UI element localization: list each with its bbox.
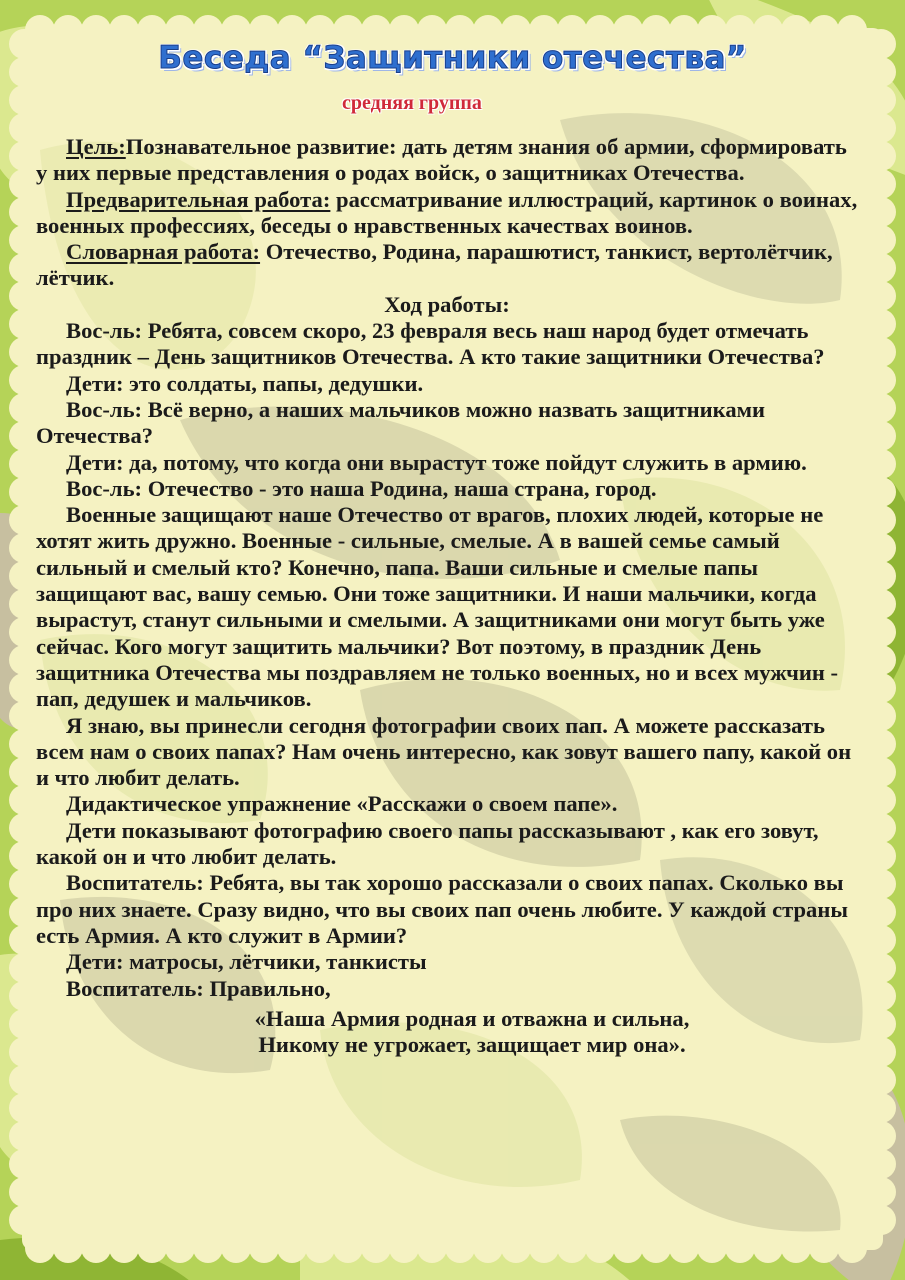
border-scallop: [837, 1233, 867, 1263]
border-scallop: [866, 981, 896, 1011]
border-scallop: [866, 421, 896, 451]
border-scallop: [9, 701, 39, 731]
prelim-text: рассматривание иллюстраций, картинок о воинах, военных профессиях, беседы о нравственных качествах воинов.: [36, 186, 858, 238]
border-scallop: [866, 701, 896, 731]
border-scallop: [866, 561, 896, 591]
goal-paragraph: [36, 134, 858, 187]
border-scallop: [866, 925, 896, 955]
border-scallop: [9, 1093, 39, 1123]
border-scallop: [9, 421, 39, 451]
border-scallop: [25, 1233, 55, 1263]
border-scallop: [9, 785, 39, 815]
border-scallop: [866, 1037, 896, 1067]
border-scallop: [697, 1233, 727, 1263]
dialog-line: Дети показывают фотографию своего папы рассказывают , как его зовут, какой он и что любит делать.: [36, 817, 819, 870]
border-scallop: [361, 1233, 391, 1263]
border-scallop: [9, 869, 39, 899]
border-scallop: [9, 813, 39, 843]
border-scallop: [866, 309, 896, 339]
border-scallop: [109, 1233, 139, 1263]
border-scallop: [9, 141, 39, 171]
border-scallop: [193, 1233, 223, 1263]
lesson-text: [36, 134, 858, 1058]
border-scallop: [221, 1233, 251, 1263]
vocab-paragraph: [36, 239, 858, 292]
border-scallop: [9, 617, 39, 647]
border-scallop: [9, 1037, 39, 1067]
border-scallop: [9, 337, 39, 367]
border-scallop: [9, 449, 39, 479]
border-scallop: [9, 981, 39, 1011]
border-scallop: [866, 729, 896, 759]
border-scallop: [9, 897, 39, 927]
border-scallop: [866, 673, 896, 703]
border-scallop: [9, 477, 39, 507]
border-scallop: [866, 757, 896, 787]
border-scallop: [473, 1233, 503, 1263]
border-scallop: [9, 1009, 39, 1039]
page-title: Беседа “Защитники отечества”: [158, 40, 747, 76]
border-scallop: [9, 253, 39, 283]
border-scallop: [866, 337, 896, 367]
dialog-line: Вос-ль: Ребята, совсем скоро, 23 февраля весь наш народ будет отмечать праздник – День защитников Отечества. А кто такие защитники Отечества?: [36, 318, 825, 370]
border-scallop: [137, 1233, 167, 1263]
border-scallop: [866, 533, 896, 563]
border-scallop: [809, 1233, 839, 1263]
border-scallop: [305, 1233, 335, 1263]
border-scallop: [866, 141, 896, 171]
border-scallop: [277, 1233, 307, 1263]
border-scallop: [866, 869, 896, 899]
border-scallop: [866, 477, 896, 507]
border-scallop: [9, 673, 39, 703]
page-subtitle: средняя группа: [342, 92, 482, 114]
border-scallop: [9, 1149, 39, 1179]
border-scallop: [866, 813, 896, 843]
border-scallop: [866, 785, 896, 815]
border-scallop: [9, 197, 39, 227]
border-scallop: [866, 1149, 896, 1179]
border-scallop: [9, 1177, 39, 1207]
border-scallop: [866, 1065, 896, 1095]
border-scallop: [9, 1065, 39, 1095]
border-scallop: [866, 393, 896, 423]
border-scallop: [9, 393, 39, 423]
border-scallop: [9, 113, 39, 143]
border-scallop: [9, 169, 39, 199]
border-scallop: [249, 1233, 279, 1263]
dialog-line: Вос-ль: Всё верно, а наших мальчиков можно назвать защитниками Отечества?: [36, 396, 766, 449]
border-scallop: [866, 365, 896, 395]
prelim-label: Предварительная работа:: [66, 186, 331, 212]
border-scallop: [9, 841, 39, 871]
border-scallop: [53, 1233, 83, 1263]
border-scallop: [866, 113, 896, 143]
goal-label: Цель:: [66, 134, 126, 159]
prelim-paragraph: [36, 187, 858, 240]
border-scallop: [9, 589, 39, 619]
dialog-line: Я знаю, вы принесли сегодня фотографии своих пап. А можете рассказать всем нам о своих папах? Нам очень интересно, как зовут вашего папу, какой он и что любит делать.: [36, 712, 852, 791]
border-scallop: [866, 197, 896, 227]
border-scallop: [9, 1121, 39, 1151]
progress-heading: Ход работы:: [384, 291, 510, 317]
dialog-line: Воспитатель: Ребята, вы так хорошо рассказали о своих папах. Сколько вы про них знаете. Сразу видно, что вы своих пап очень любите. У каждой страны есть Армия. А кто служит в Армии?: [36, 870, 849, 948]
dialog-line: Дидактическое упражнение «Расскажи о своем папе».: [66, 791, 618, 817]
border-scallop: [866, 841, 896, 871]
goal-text: Познавательное развитие: дать детям знания об армии, сформировать у них первые представления о родах войск, о защитниках Отечества.: [36, 134, 847, 186]
border-scallop: [81, 1233, 111, 1263]
border-scallop: [389, 1233, 419, 1263]
border-scallop: [9, 1205, 39, 1235]
border-scallop: [866, 225, 896, 255]
border-scallop: [866, 953, 896, 983]
border-scallop: [866, 589, 896, 619]
border-scallop: [501, 1233, 531, 1263]
border-scallop: [557, 1233, 587, 1263]
border-scallop: [9, 925, 39, 955]
border-scallop: [866, 281, 896, 311]
border-scallop: [529, 1233, 559, 1263]
dialog-line: Воспитатель: Правильно,: [66, 975, 331, 1001]
border-scallop: [753, 1233, 783, 1263]
border-scallop: [9, 729, 39, 759]
border-scallop: [9, 309, 39, 339]
border-scallop: [9, 533, 39, 563]
border-scallop: [781, 1233, 811, 1263]
border-scallop: [641, 1233, 671, 1263]
dialog-line: Военные защищают наше Отечество от врагов, плохих людей, которые не хотят жить дружно. Военные - сильные, смелые. А в вашей семье самый сильный и смелый кто? Конечно, папа. Ваши сильные и смелые папы защищают вас, вашу семью. Они тоже защитники. И наши мальчики, когда вырастут, станут сильными и смелыми. А защитниками они могут быть уже сейчас. Кого могут защитить мальчики? Вот поэтому, в праздник День защитника Отечества мы поздравляем не только военных, но и всех мужчин - пап, дедушек и мальчиков.: [36, 502, 839, 712]
border-scallop: [417, 1233, 447, 1263]
border-scallop: [613, 1233, 643, 1263]
border-scallop: [165, 1233, 195, 1263]
border-scallop: [866, 1205, 896, 1235]
dialog-line: Дети: это солдаты, папы, дедушки.: [66, 370, 424, 396]
border-scallop: [866, 1121, 896, 1151]
border-scallop: [866, 1177, 896, 1207]
border-scallop: [866, 505, 896, 535]
border-scallop: [669, 1233, 699, 1263]
border-scallop: [333, 1233, 363, 1263]
border-scallop: [866, 169, 896, 199]
dialog-line: Дети: матросы, лётчики, танкисты: [66, 949, 427, 975]
border-scallop: [866, 897, 896, 927]
border-scallop: [9, 85, 39, 115]
poem-line-2: Никому не угрожает, защищает мир она».: [258, 1032, 686, 1058]
border-scallop: [866, 1009, 896, 1039]
border-scallop: [866, 617, 896, 647]
dialog-line: Дети: да, потому, что когда они вырастут тоже пойдут служить в армию.: [66, 449, 807, 475]
border-scallop: [866, 449, 896, 479]
border-scallop: [866, 85, 896, 115]
poem-line-1: «Наша Армия родная и отважна и сильна,: [254, 1005, 690, 1031]
border-scallop: [9, 953, 39, 983]
dialog-line: Вос-ль: Отечество - это наша Родина, наша страна, город.: [66, 475, 657, 501]
border-scallop: [9, 561, 39, 591]
vocab-label: Словарная работа:: [66, 239, 261, 265]
border-scallop: [9, 281, 39, 311]
vocab-text: Отечество, Родина, парашютист, танкист, вертолётчик, лётчик.: [36, 239, 833, 291]
border-scallop: [585, 1233, 615, 1263]
border-scallop: [725, 1233, 755, 1263]
border-scallop: [9, 505, 39, 535]
border-scallop: [866, 645, 896, 675]
border-scallop: [9, 645, 39, 675]
border-scallop: [866, 1093, 896, 1123]
border-scallop: [9, 225, 39, 255]
border-scallop: [866, 253, 896, 283]
border-scallop: [9, 365, 39, 395]
border-scallop: [9, 757, 39, 787]
border-scallop: [445, 1233, 475, 1263]
